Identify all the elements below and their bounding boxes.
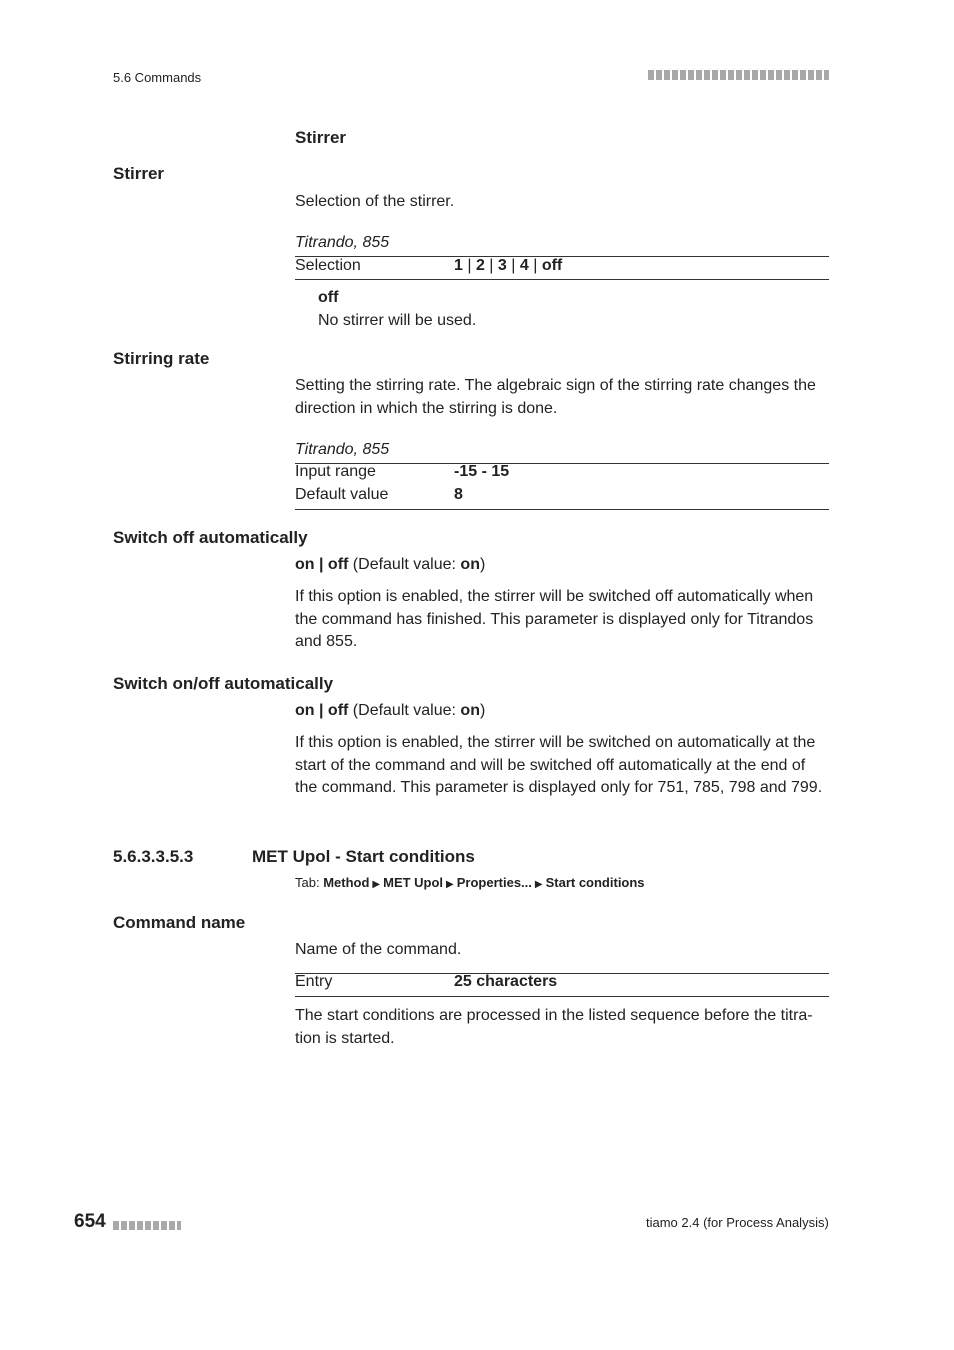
param-title-command-name: Command name [113,913,246,932]
param-desc-switch-off: If this option is enabled, the stirrer will be switched off automatically when the command has finished. This parameter is displayed only for Titrandos and 855. [295,588,814,650]
option-desc-off: No stirrer will be used. [318,312,477,329]
row-label-entry: Entry [295,973,333,990]
option-4: 4 [519,257,529,274]
param-desc-stirrer: Selection of the stirrer. [295,193,455,210]
footer-decoration [113,1217,181,1235]
param-values-switch-off: on | off (Default value: on) [295,556,486,573]
table-rule [295,509,829,510]
param-title-switch-off: Switch off automatically [113,528,308,547]
row-label-selection: Selection [295,257,361,274]
path-method: Method [323,875,370,890]
path-properties: Properties... [456,875,532,890]
row-value-input-range: -15 - 15 [454,463,510,480]
option-3: 3 [497,257,507,274]
triangle-right-icon: ▶ [446,879,454,890]
param-values-switch-onoff: on | off (Default value: on) [295,702,486,719]
param-desc-stirring-rate: Setting the stirring rate. The algebraic sign of the stirring rate changes the direction in which the stirring is done. [295,377,816,417]
section-number: 5.6.3.3.5.3 [113,847,194,866]
param-title-stirrer: Stirrer [113,164,165,183]
row-value-entry: 25 characters [454,973,558,990]
device-note: Titrando, 855 [295,234,390,251]
header-decoration [648,70,829,82]
option-title-off: off [318,289,339,306]
option-2: 2 [475,257,485,274]
path-start-conditions: Start conditions [545,875,645,890]
param-title-switch-onoff: Switch on/off automatically [113,674,334,693]
table-rule [295,996,829,997]
param-desc-command-name: Name of the command. [295,941,462,958]
page-number: 654 [74,1211,106,1232]
table-rule [295,279,829,280]
param-title-stirring-rate: Stirring rate [113,349,210,368]
row-label-input-range: Input range [295,463,376,480]
running-header-section: 5.6 Commands [113,70,202,85]
product-name: tiamo 2.4 (for Process Analysis) [646,1215,829,1230]
path-met-upol: MET Upol [383,875,444,890]
table-rule [295,973,829,974]
param-desc-switch-onoff: If this option is enabled, the stirrer will be switched on automatically at the start of the command and will be switched off automatically at the end of the command. This parameter is displayed only for 751, 785, 798 and 799. [295,734,823,796]
option-1: 1 [454,257,463,274]
tab-path: Tab: Method ▶ MET Upol ▶ Properties... ▶ Start conditions [295,875,645,890]
triangle-right-icon: ▶ [372,879,381,890]
option-off: off [541,257,563,274]
section-title: MET Upol - Start conditions [252,847,475,866]
device-note: Titrando, 855 [295,441,390,458]
row-value-selection: 1 | 2 | 3 | 4 | off [454,257,563,274]
triangle-right-icon: ▶ [534,879,543,890]
row-value-default: 8 [454,486,463,503]
row-label-default: Default value [295,486,389,503]
command-name-note: The start conditions are processed in the listed sequence before the titra-tion is started. [295,1007,813,1047]
group-heading: Stirrer [295,128,347,147]
